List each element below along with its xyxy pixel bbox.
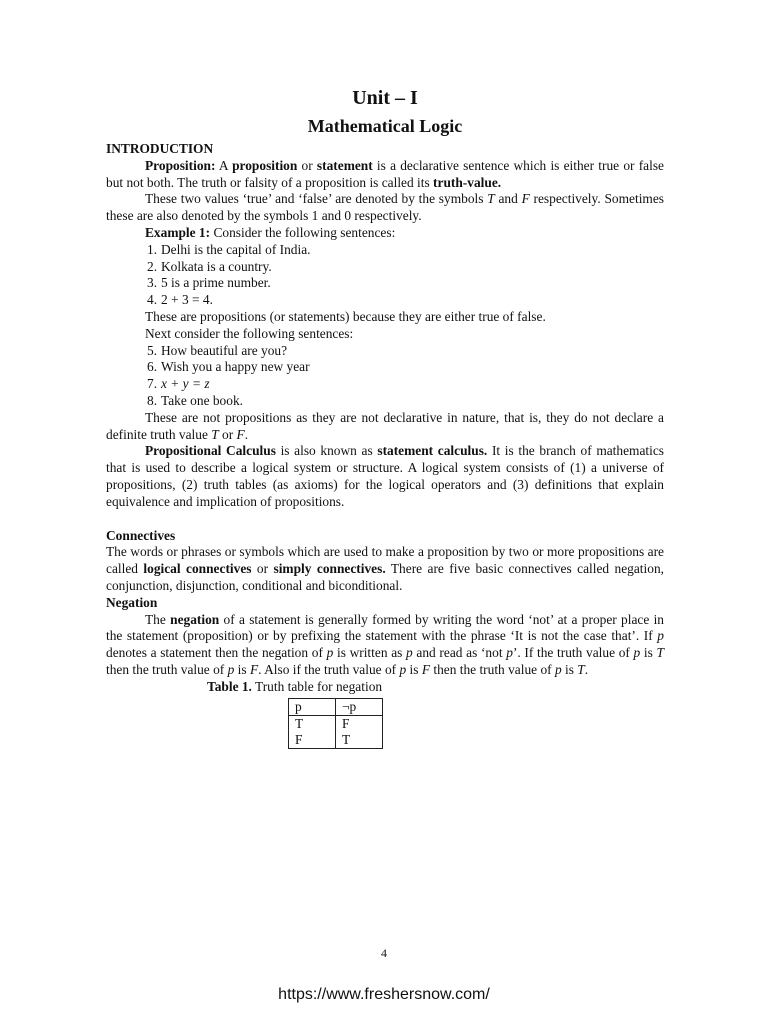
truth-values-paragraph: These two values ‘true’ and ‘false’ are denoted by the symbols T and F respectively. Sometimes these are also denoted by the symbols 1 and 0 respectively. [106, 191, 664, 224]
table-header-row [289, 698, 383, 715]
next-sentences-intro: Next consider the following sentences: [145, 325, 354, 341]
table-cell: F [289, 732, 336, 749]
table-caption: Table 1. Truth table for negation [207, 678, 383, 694]
connectives-heading: Connectives [106, 527, 176, 543]
table-cell: T [336, 732, 383, 749]
table-header-cell: p [289, 698, 336, 715]
table-header-cell: ¬p [336, 698, 383, 715]
list-item: 4. 2 + 3 = 4. [147, 292, 213, 308]
page-number: 4 [381, 946, 387, 960]
example-heading: Example 1: Consider the following sentences: [145, 224, 396, 240]
connectives-paragraph: The words or phrases or symbols which are used to make a proposition by two or more propositions are called logical connectives or simply connectives. There are five basic connectives called negation, conjunction, disjunction, conditional and biconditional. [106, 544, 664, 593]
list-item: 3. 5 is a prime number. [147, 275, 271, 291]
source-url: https://www.freshersnow.com/ [278, 986, 490, 1003]
chapter-title: Mathematical Logic [307, 116, 463, 136]
proposition-examples-list [106, 242, 664, 309]
list-item: 5. How beautiful are you? [147, 342, 288, 358]
negation-paragraph: The negation of a statement is generally formed by writing the word ‘not’ at a proper place in the statement (proposition) or by prefixing the statement with the phrase ‘It is not the case that’. If p denotes a statement then the negation of p is written as p and read as ‘not p’. If the truth value of p is T then the truth value of p is F. Also if the truth value of p is F then the truth value of p is T. [106, 611, 665, 677]
document-page [106, 86, 664, 749]
list-item: 8. Take one book. [147, 392, 243, 408]
introduction-heading: INTRODUCTION [106, 141, 214, 156]
propositions-note: These are propositions (or statements) because they are either true of false. [145, 308, 546, 324]
propositional-calculus-paragraph: Propositional Calculus is also known as statement calculus. It is the branch of mathematics that is used to describe a logical system or structure. A logical system consists of (1) a universe of propositions, (2) truth tables (as axioms) for the logical operators and (3) definitions that explain equivalence and implication of propositions. [106, 443, 664, 509]
table-row [289, 732, 383, 749]
table-row [289, 715, 383, 732]
list-item: 2. Kolkata is a country. [147, 258, 272, 274]
non-propositions-note: These are not propositions as they are not declarative in nature, that is, they do not declare a definite truth value T or F. [106, 409, 664, 442]
list-item: 1. Delhi is the capital of India. [147, 241, 311, 257]
unit-heading: Unit – I [352, 87, 418, 109]
list-item: 7. x + y = z [147, 376, 210, 392]
table-cell: F [336, 715, 383, 732]
negation-heading: Negation [106, 594, 158, 610]
proposition-definition: Proposition: A proposition or statement is a declarative sentence which is either true or false but not both. The truth or falsity of a proposition is called its truth-value. [106, 157, 664, 190]
list-item: 6. Wish you a happy new year [147, 359, 310, 375]
non-proposition-examples-list [106, 343, 664, 410]
negation-truth-table [288, 698, 383, 749]
table-cell: T [289, 715, 336, 732]
